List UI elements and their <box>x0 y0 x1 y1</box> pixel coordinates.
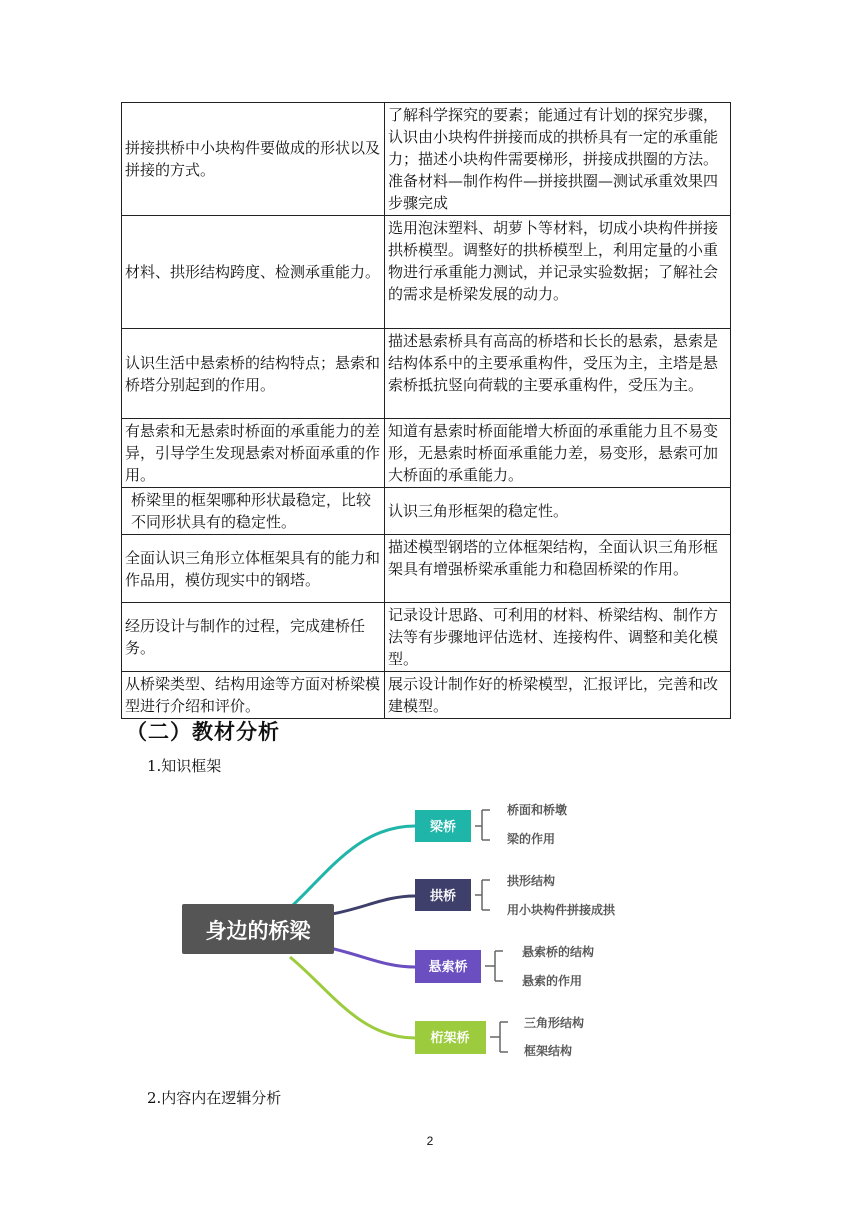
table-cell-left: 认识生活中悬索桥的结构特点；悬索和桥塔分别起到的作用。 <box>122 329 385 419</box>
subheading-logic-analysis: 2.内容内在逻辑分析 <box>147 1089 282 1107</box>
table-cell-left: 经历设计与制作的过程，完成建桥任务。 <box>122 603 385 672</box>
table-row <box>122 329 731 419</box>
objectives-table <box>121 102 731 719</box>
table-cell-right: 知道有悬索时桥面能增大桥面的承重能力且不易变形，无悬索时桥面承重能力差，易变形，悬索可加大桥面的承重能力。 <box>385 419 731 488</box>
bracket-line <box>475 880 490 910</box>
table-cell-right: 选用泡沫塑料、胡萝卜等材料，切成小块构件拼接拱桥模型。调整好的拱桥模型上，利用定量的小重物进行承重能力测试，并记录实验数据；了解社会的需求是桥梁发展的动力。 <box>385 216 731 329</box>
bracket-line <box>490 1022 508 1052</box>
table-cell-right: 描述模型钢塔的立体框架结构，全面认识三角形框架具有增强桥梁承重能力和稳固桥梁的作用。 <box>385 535 731 603</box>
table-cell-right: 认识三角形框架的稳定性。 <box>385 488 731 535</box>
table-row <box>122 488 731 535</box>
bracket-line <box>475 810 490 840</box>
table-cell-left: 桥梁里的框架哪种形状最稳定，比较不同形状具有的稳定性。 <box>122 488 385 535</box>
table-cell-right: 展示设计制作好的桥梁模型，汇报评比，完善和改建模型。 <box>385 672 731 719</box>
table-row <box>122 603 731 672</box>
table-cell-left: 材料、拱形结构跨度、检测承重能力。 <box>122 216 385 329</box>
section-title: （二）教材分析 <box>126 719 280 744</box>
knowledge-mindmap <box>0 790 860 1070</box>
mindmap-leaf-label: 框架结构 <box>524 1044 573 1058</box>
table-cell-right: 记录设计思路、可利用的材料、桥梁结构、制作方法等有步骤地评估选材、连接构件、调整和美化模型。 <box>385 603 731 672</box>
table-cell-right: 描述悬索桥具有高高的桥塔和长长的悬索，悬索是结构体系中的主要承重构件，受压为主，主塔是悬索桥抵抗竖向荷载的主要承重构件，受压为主。 <box>385 329 731 419</box>
table-row <box>122 419 731 488</box>
connector-line <box>330 948 415 967</box>
table-cell-left: 拼接拱桥中小块构件要做成的形状以及拼接的方式。 <box>122 103 385 216</box>
mindmap-leaf-label: 桥面和桥墩 <box>507 803 568 817</box>
page-number: 2 <box>426 1134 434 1148</box>
mindmap-leaf-label: 拱形结构 <box>507 874 556 888</box>
mindmap-branch-label: 桁架桥 <box>430 1031 470 1046</box>
table-row <box>122 672 731 719</box>
mindmap-leaf-label: 悬索桥的结构 <box>522 945 595 959</box>
mindmap-branch-label: 悬索桥 <box>428 960 468 975</box>
connector-line <box>292 826 415 906</box>
subheading-knowledge-framework: 1.知识框架 <box>147 757 222 775</box>
mindmap-leaf-label: 三角形结构 <box>524 1016 585 1030</box>
mindmap-branch-label: 梁桥 <box>429 820 457 835</box>
mindmap-root-label: 身边的桥梁 <box>205 919 311 943</box>
table-cell-left: 有悬索和无悬索时桥面的承重能力的差异，引导学生发现悬索对桥面承重的作用。 <box>122 419 385 488</box>
table-row <box>122 535 731 603</box>
table-row <box>122 216 731 329</box>
connector-line <box>290 957 415 1038</box>
mindmap-leaf-label: 悬索的作用 <box>522 974 583 988</box>
bracket-line <box>485 951 503 981</box>
mindmap-leaf-label: 梁的作用 <box>507 832 556 846</box>
table-row <box>122 103 731 216</box>
mindmap-branch-label: 拱桥 <box>429 889 457 904</box>
table-cell-left: 从桥梁类型、结构用途等方面对桥梁模型进行介绍和评价。 <box>122 672 385 719</box>
table-cell-left: 全面认识三角形立体框架具有的能力和作品用，模仿现实中的钢塔。 <box>122 535 385 603</box>
connector-line <box>332 896 415 914</box>
mindmap-leaf-label: 用小块构件拼接成拱 <box>507 903 616 917</box>
table-cell-right: 了解科学探究的要素；能通过有计划的探究步骤，认识由小块构件拼接而成的拱桥具有一定的承重能力；描述小块构件需要梯形，拼接成拱圈的方法。准备材料—制作构件—拼接拱圈—测试承重效果四步骤完成 <box>385 103 731 216</box>
